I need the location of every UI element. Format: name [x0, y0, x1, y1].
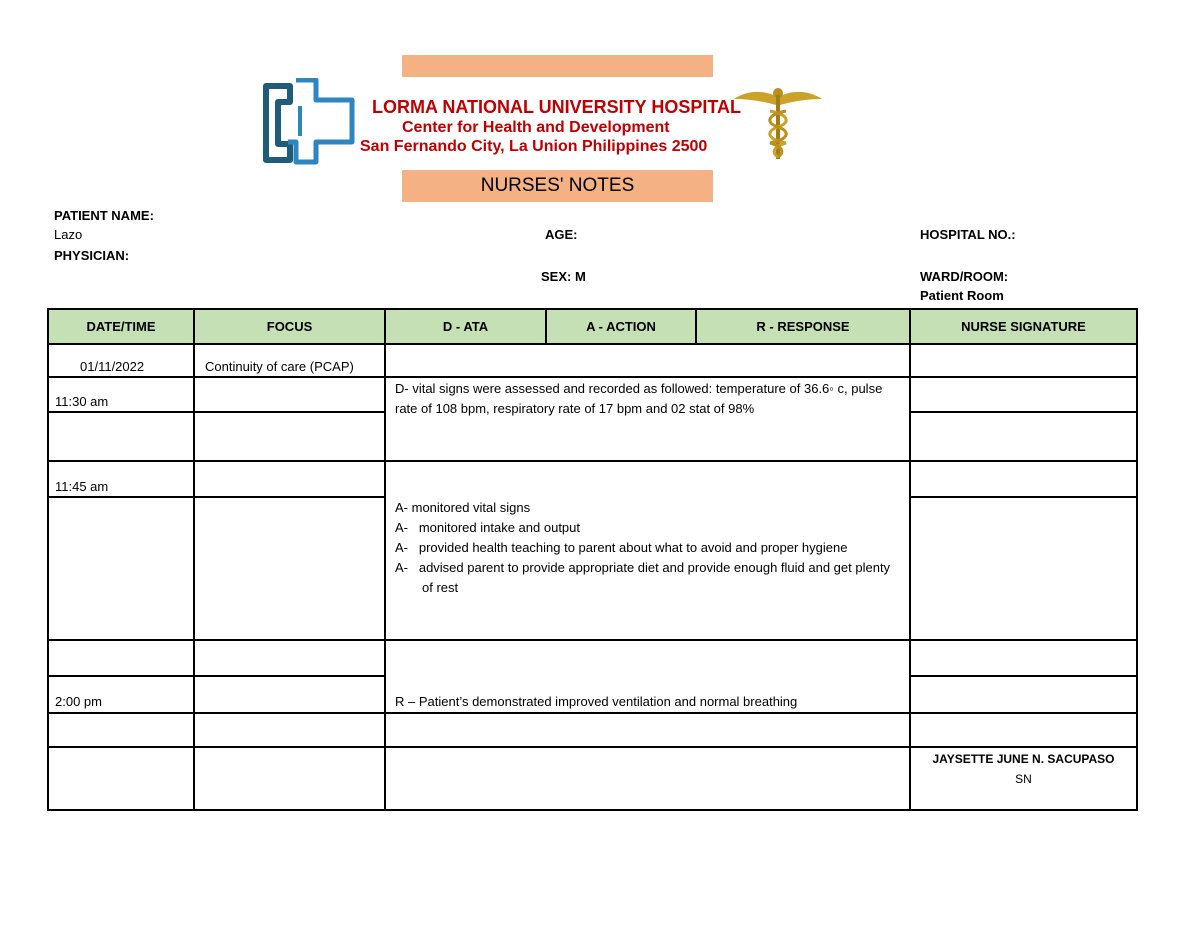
datetime-cell — [47, 411, 195, 462]
data-note: D- vital signs were assessed and recorded as followed: temperature of 36.6◦ c, pulse rate of 108 bpm, respiratory rate of 17 bpm and 02 stat of 98% — [395, 381, 883, 416]
page-title: NURSES' NOTES — [402, 170, 713, 202]
signature-cell — [909, 376, 1138, 413]
signature-cell — [909, 639, 1138, 677]
header-date-time: DATE/TIME — [47, 308, 195, 345]
hospital-address: San Fernando City, La Union Philippines 2500 — [360, 138, 708, 155]
datetime-cell — [47, 746, 195, 811]
focus-cell — [193, 639, 386, 677]
dar-cell — [384, 712, 911, 748]
focus-cell — [193, 411, 386, 462]
physician-label: PHYSICIAN: — [54, 248, 130, 263]
action-notes — [395, 498, 895, 598]
hospital-no-label: HOSPITAL NO.: — [920, 227, 1016, 242]
action-line: A- monitored intake and output — [395, 520, 581, 535]
patient-name-value: Lazo — [54, 227, 83, 242]
patient-name-label: PATIENT NAME: — [54, 208, 154, 223]
entry-time-1: 11:30 am — [55, 394, 109, 409]
entry-time-2: 11:45 am — [55, 479, 109, 494]
signature-cell — [909, 496, 1138, 641]
hospital-cross-logo-icon — [258, 78, 358, 168]
signature-cell — [909, 460, 1138, 498]
focus-cell — [193, 746, 386, 811]
focus-cell — [193, 376, 386, 413]
entry-date: 01/11/2022 — [80, 359, 145, 374]
sex-label: SEX: M — [541, 269, 586, 284]
signature-cell — [909, 675, 1138, 714]
age-label: AGE: — [545, 227, 578, 242]
action-line: A- monitored vital signs — [395, 500, 531, 515]
header-action: A - ACTION — [545, 308, 697, 345]
signature-cell — [909, 411, 1138, 462]
ward-room-label: WARD/ROOM: — [920, 269, 1009, 284]
nurses-notes-table — [47, 308, 1138, 811]
header-accent-bar — [402, 55, 713, 77]
ward-room-value: Patient Room — [920, 288, 1004, 303]
dar-cell — [384, 746, 911, 811]
header-nurse-signature: NURSE SIGNATURE — [909, 308, 1138, 345]
focus-cell — [193, 496, 386, 641]
signature-cell — [909, 343, 1138, 378]
nurse-title: SN — [1015, 772, 1032, 786]
dar-cell — [384, 343, 911, 378]
response-note: R – Patient’s demonstrated improved ventilation and normal breathing — [395, 694, 798, 709]
datetime-cell — [47, 639, 195, 677]
hospital-name: LORMA NATIONAL UNIVERSITY HOSPITAL — [372, 97, 742, 117]
focus-cell — [193, 712, 386, 748]
entry-focus: Continuity of care (PCAP) — [205, 359, 354, 374]
header-focus: FOCUS — [193, 308, 386, 345]
caduceus-icon — [732, 83, 824, 161]
entry-time-3: 2:00 pm — [55, 694, 102, 709]
action-line: A- advised parent to provide appropriate diet and provide enough fluid and get plenty of rest — [395, 560, 891, 595]
header-response: R - RESPONSE — [695, 308, 911, 345]
header-data: D - ATA — [384, 308, 547, 345]
center-name: Center for Health and Development — [402, 119, 670, 136]
action-line: A- provided health teaching to parent about what to avoid and proper hygiene — [395, 540, 848, 555]
focus-cell — [193, 460, 386, 498]
datetime-cell — [47, 496, 195, 641]
focus-cell — [193, 675, 386, 714]
datetime-cell — [47, 712, 195, 748]
nurse-name: JAYSETTE JUNE N. SACUPASO — [932, 752, 1115, 766]
signature-cell — [909, 712, 1138, 748]
